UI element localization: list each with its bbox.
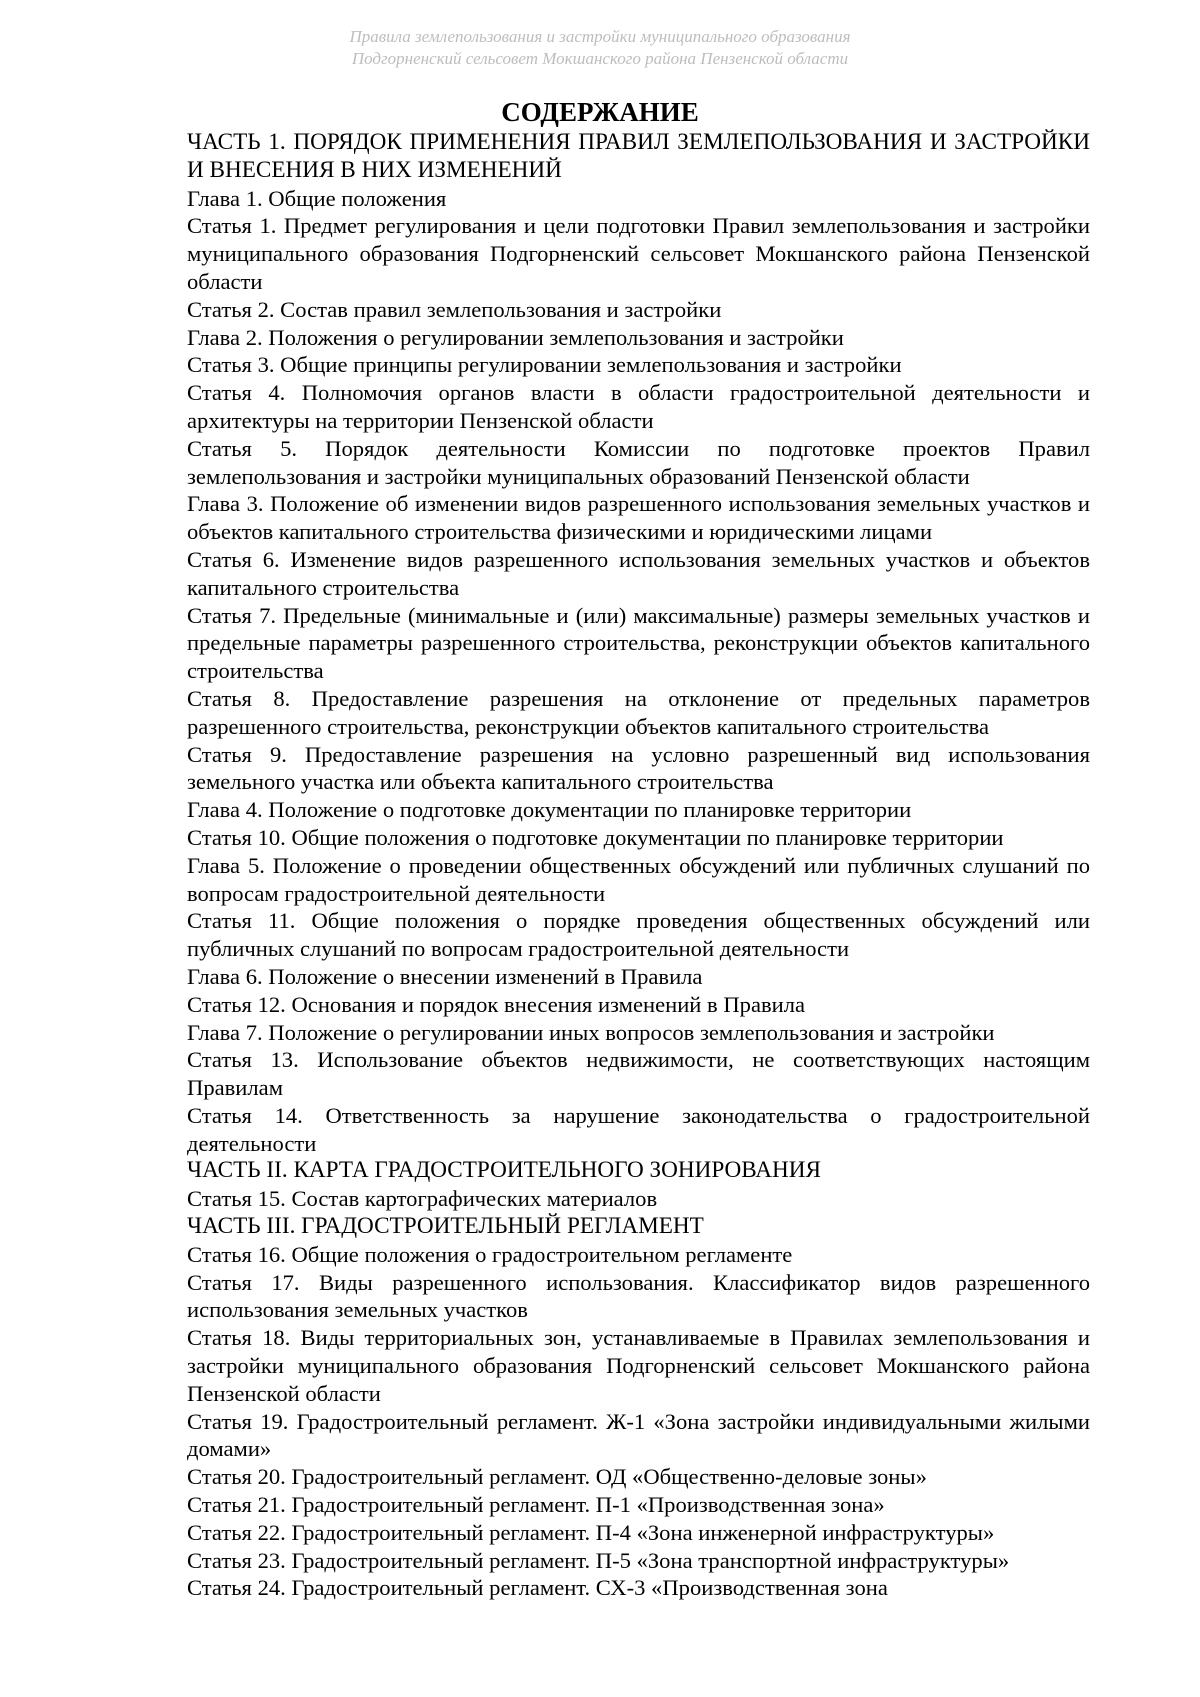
header-line-2: Подгорненский сельсовет Мокшанского района Пензенской области bbox=[351, 49, 849, 68]
toc-part-3: ЧАСТЬ III. ГРАДОСТРОИТЕЛЬНЫЙ РЕГЛАМЕНТ bbox=[187, 1213, 704, 1240]
header-line-1: Правила землепользования и застройки муниципального образования bbox=[349, 27, 851, 46]
toc-article-16: Статья 16. Общие положения о градостроительном регламенте bbox=[187, 1241, 793, 1267]
page-title: СОДЕРЖАНИЕ bbox=[501, 97, 699, 127]
toc-article-18: Статья 18. Виды территориальных зон, устанавливаемые в Правилах землепользования и застройки муниципального образования Подгорненский сельсовет Мокшанского района Пензенской области bbox=[187, 1325, 1090, 1406]
table-of-contents bbox=[187, 129, 1090, 1602]
toc-article-12: Статья 12. Основания и порядок внесения изменений в Правила bbox=[187, 991, 806, 1017]
toc-article-14: Статья 14. Ответственность за нарушение законодательства о градостроительной деятельности bbox=[187, 1102, 1090, 1156]
toc-article-5: Статья 5. Порядок деятельности Комиссии по подготовке проектов Правил землепользования и застройки муниципальных образований Пензенской области bbox=[187, 435, 1090, 489]
toc-article-8: Статья 8. Предоставление разрешения на отклонение от предельных параметров разрешенного строительства, реконструкции объектов капитального строительства bbox=[187, 685, 1090, 739]
toc-chapter-4: Глава 4. Положение о подготовке документации по планировке территории bbox=[187, 797, 912, 823]
toc-chapter-6: Глава 6. Положение о внесении изменений в Правила bbox=[187, 963, 703, 989]
toc-article-13: Статья 13. Использование объектов недвижимости, не соответствующих настоящим Правилам bbox=[187, 1047, 1090, 1101]
toc-article-6: Статья 6. Изменение видов разрешенного использования земельных участков и объектов капитального строительства bbox=[187, 546, 1090, 600]
toc-article-2: Статья 2. Состав правил землепользования и застройки bbox=[187, 296, 722, 322]
toc-article-24: Статья 24. Градостроительный регламент. СХ-3 «Производственная зона bbox=[187, 1575, 888, 1601]
running-header bbox=[0, 26, 1200, 70]
toc-chapter-1: Глава 1. Общие положения bbox=[187, 185, 447, 211]
toc-article-20: Статья 20. Градостроительный регламент. ОД «Общественно-деловые зоны» bbox=[187, 1464, 927, 1490]
toc-article-10: Статья 10. Общие положения о подготовке документации по планировке территории bbox=[187, 824, 1004, 850]
toc-article-3: Статья 3. Общие принципы регулировании землепользования и застройки bbox=[187, 352, 902, 378]
toc-article-22: Статья 22. Градостроительный регламент. П-4 «Зона инженерной инфраструктуры» bbox=[187, 1519, 995, 1545]
toc-chapter-7: Глава 7. Положение о регулировании иных вопросов землепользования и застройки bbox=[187, 1019, 995, 1045]
toc-chapter-3: Глава 3. Положение об изменении видов разрешенного использования земельных участков и объектов капитального строительства физическими и юридическими лицами bbox=[187, 491, 1090, 545]
toc-article-4: Статья 4. Полномочия органов власти в области градостроительной деятельности и архитектуры на территории Пензенской области bbox=[187, 380, 1090, 433]
toc-article-15: Статья 15. Состав картографических материалов bbox=[187, 1186, 658, 1212]
toc-article-1: Статья 1. Предмет регулирования и цели подготовки Правил землепользования и застройки муниципального образования Подгорненский сельсовет Мокшанского района Пензенской области bbox=[187, 213, 1090, 294]
toc-article-9: Статья 9. Предоставление разрешения на условно разрешенный вид использования земельного участка или объекта капитального строительства bbox=[187, 741, 1090, 795]
toc-article-11: Статья 11. Общие положения о порядке проведения общественных обсуждений или публичных слушаний по вопросам градостроительной деятельности bbox=[187, 908, 1090, 962]
toc-article-19: Статья 19. Градостроительный регламент. Ж-1 «Зона застройки индивидуальными жилыми домами» bbox=[187, 1408, 1090, 1462]
toc-chapter-2: Глава 2. Положения о регулировании землепользования и застройки bbox=[187, 324, 844, 350]
toc-chapter-5: Глава 5. Положение о проведении общественных обсуждений или публичных слушаний по вопросам градостроительной деятельности bbox=[187, 852, 1090, 906]
toc-article-23: Статья 23. Градостроительный регламент. П-5 «Зона транспортной инфраструктуры» bbox=[187, 1547, 1010, 1573]
toc-article-7: Статья 7. Предельные (минимальные и (или) максимальные) размеры земельных участков и предельные параметры разрешенного строительства, реконструкции объектов капитального строительства bbox=[187, 602, 1090, 684]
toc-article-21: Статья 21. Градостроительный регламент. П-1 «Производственная зона» bbox=[187, 1492, 885, 1518]
toc-article-17: Статья 17. Виды разрешенного использования. Классификатор видов разрешенного использования земельных участков bbox=[187, 1269, 1090, 1323]
toc-part-2: ЧАСТЬ II. КАРТА ГРАДОСТРОИТЕЛЬНОГО ЗОНИРОВАНИЯ bbox=[187, 1157, 822, 1184]
toc-part-1: ЧАСТЬ 1. ПОРЯДОК ПРИМЕНЕНИЯ ПРАВИЛ ЗЕМЛЕПОЛЬЗОВАНИЯ И ЗАСТРОЙКИ И ВНЕСЕНИЯ В НИХ ИЗМЕНЕНИЙ bbox=[187, 129, 1090, 183]
